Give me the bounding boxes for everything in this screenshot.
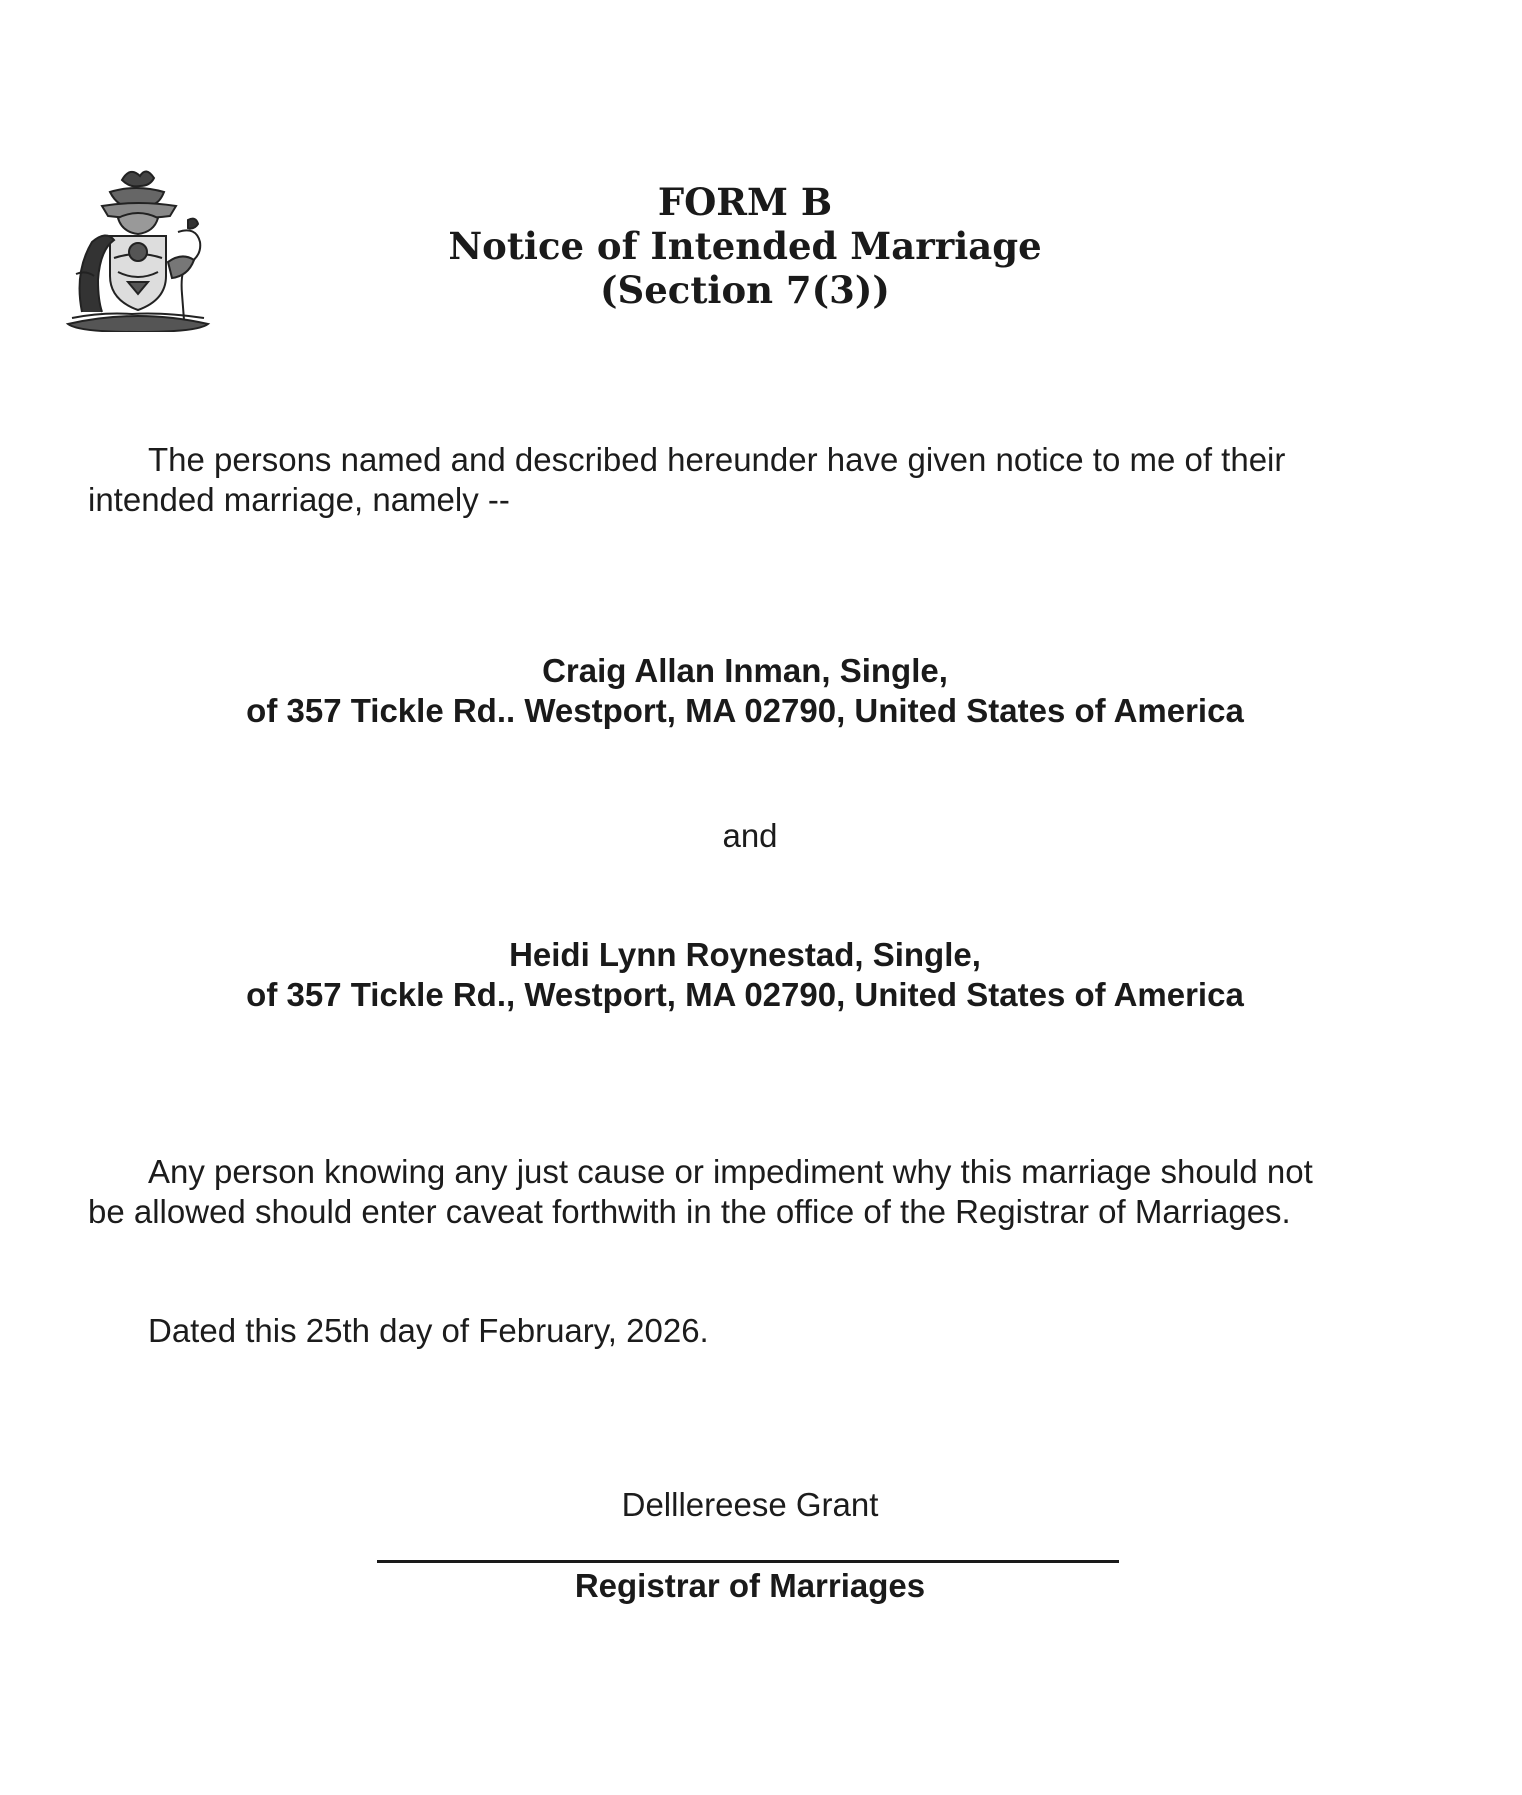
form-header [380,180,1110,312]
conjunction-text: and [722,817,778,854]
form-section: (Section 7(3)) [600,268,890,312]
signer-name: Delllereese Grant [621,1486,879,1523]
caveat-line-1: Any person knowing any just cause or impediment why this marriage should not [148,1153,1313,1190]
intro-line-2: intended marriage, namely -- [88,481,510,518]
caveat-paragraph [88,1152,1428,1232]
party-1-name: Craig Allan Inman, Single, [542,652,948,689]
party-1-address: of 357 Tickle Rd.. Westport, MA 02790, United States of America [246,692,1244,729]
party-2 [100,935,1390,1015]
intro-line-1: The persons named and described hereunder have given notice to me of their [148,441,1286,478]
party-1 [100,651,1390,731]
form-subtitle: Notice of Intended Marriage [448,224,1042,268]
intro-paragraph [88,440,1428,520]
party-2-name: Heidi Lynn Roynestad, Single, [509,936,981,973]
signature-line [377,1560,1119,1563]
party-2-address: of 357 Tickle Rd., Westport, MA 02790, United States of America [246,976,1244,1013]
dated-line: Dated this 25th day of February, 2026. [148,1312,709,1349]
coat-of-arms-icon [62,162,214,332]
signer-title: Registrar of Marriages [574,1567,926,1604]
form-title: FORM B [657,180,833,224]
caveat-line-2: be allowed should enter caveat forthwith in the office of the Registrar of Marriages. [88,1193,1291,1230]
